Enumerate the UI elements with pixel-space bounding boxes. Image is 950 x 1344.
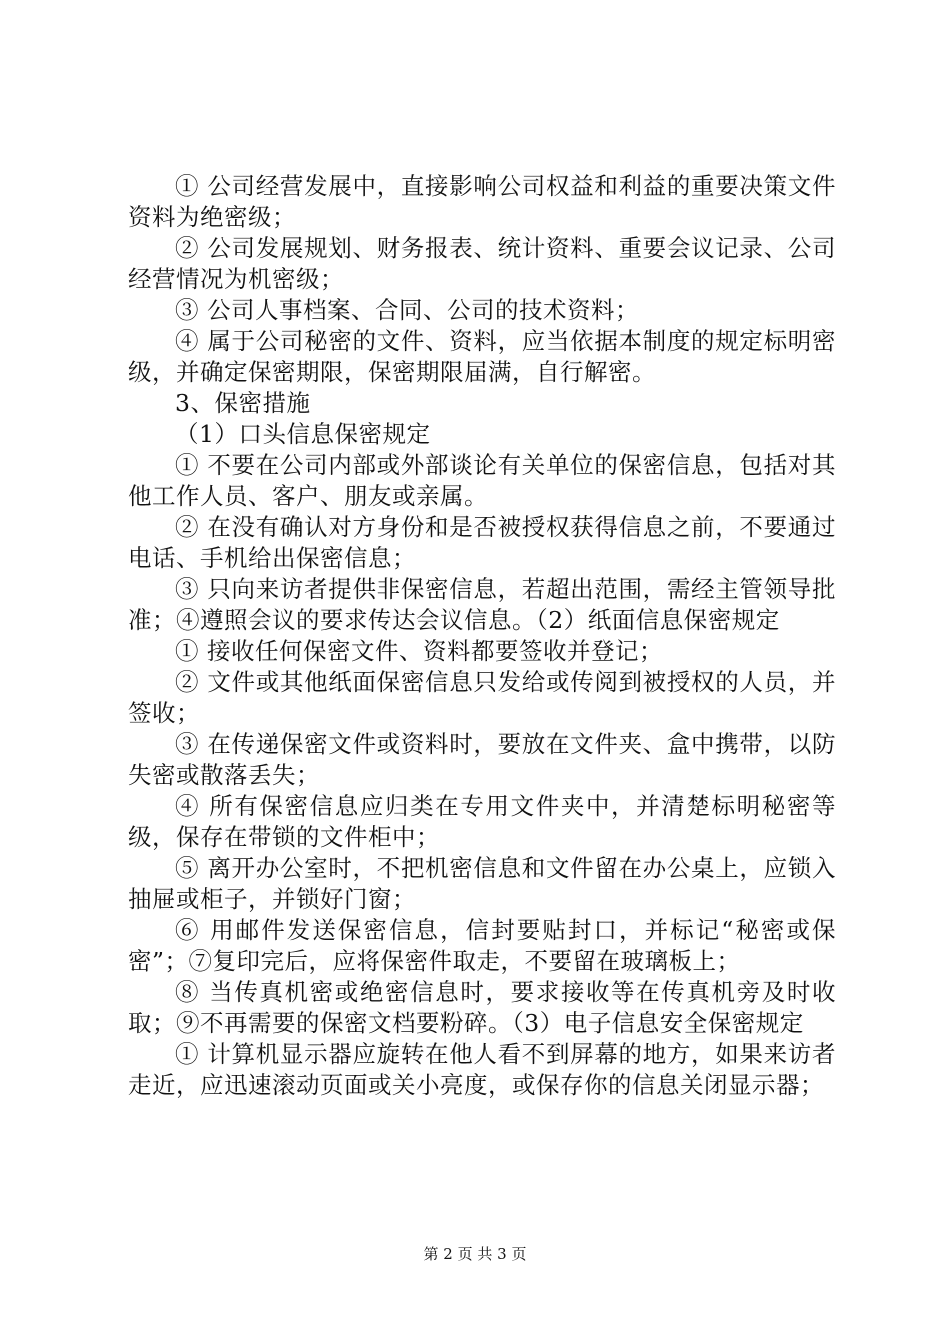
paragraph-paper-6: ⑥ 用邮件发送保密信息，信封要贴封口，并标记“秘密或保密”；⑦复印完后，应将保密件取走，不要留在玻璃板上；	[128, 916, 836, 975]
paragraph-oral-3: ③ 只向来访者提供非保密信息，若超出范围，需经主管领导批准；④遵照会议的要求传达会议信息。（2）纸面信息保密规定	[128, 575, 836, 634]
page-number-footer: 第 2 页 共 3 页	[423, 1245, 527, 1263]
paragraph-secret-level: ③ 公司人事档案、合同、公司的技术资料；	[175, 296, 639, 324]
paragraph-paper-5: ⑤ 离开办公室时，不把机密信息和文件留在办公桌上，应锁入抽屉或柜子，并锁好门窗；	[128, 854, 836, 913]
paragraph-confidential-level: ② 公司发展规划、财务报表、统计资料、重要会议记录、公司经营情况为机密级；	[128, 234, 836, 293]
paragraph-paper-8: ⑧ 当传真机密或绝密信息时，要求接收等在传真机旁及时收取；⑨不再需要的保密文档要粉碎。（3）电子信息安全保密规定	[128, 978, 836, 1037]
paragraph-paper-4: ④ 所有保密信息应归类在专用文件夹中，并清楚标明秘密等级，保存在带锁的文件柜中；	[128, 792, 836, 851]
paragraph-oral-2: ② 在没有确认对方身份和是否被授权获得信息之前，不要通过电话、手机给出保密信息；	[128, 513, 836, 572]
paragraph-paper-2: ② 文件或其他纸面保密信息只发给或传阅到被授权的人员，并签收；	[128, 668, 836, 727]
subsection-heading-oral: （1）口头信息保密规定	[175, 420, 431, 448]
section-heading-measures: 3、保密措施	[175, 389, 311, 417]
paragraph-paper-1: ① 接收任何保密文件、资料都要签收并登记；	[175, 637, 663, 665]
paragraph-marking-rule: ④ 属于公司秘密的文件、资料，应当依据本制度的规定标明密级，并确定保密期限，保密期限届满，自行解密。	[128, 327, 836, 386]
paragraph-electronic-1: ① 计算机显示器应旋转在他人看不到屏幕的地方，如果来访者走近，应迅速滚动页面或关小亮度，或保存你的信息关闭显示器；	[128, 1040, 836, 1099]
paragraph-top-secret-level: ① 公司经营发展中，直接影响公司权益和利益的重要决策文件资料为绝密级；	[128, 172, 836, 231]
document-body	[128, 171, 836, 1101]
paragraph-oral-1: ① 不要在公司内部或外部谈论有关单位的保密信息，包括对其他工作人员、客户、朋友或亲属。	[128, 451, 836, 510]
paragraph-paper-3: ③ 在传递保密文件或资料时，要放在文件夹、盒中携带，以防失密或散落丢失；	[128, 730, 836, 789]
